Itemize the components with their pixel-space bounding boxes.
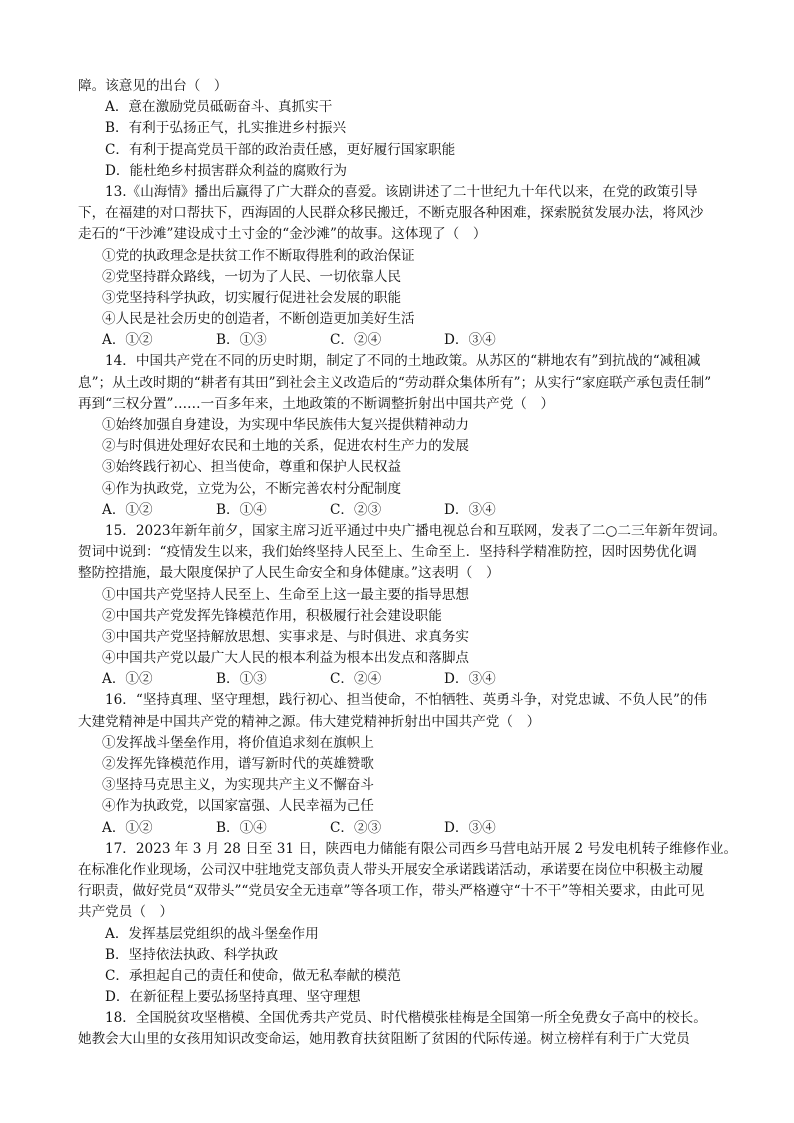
text-line: ②党坚持群众路线，一切为了人民、一切依靠人民 [102,268,402,285]
text-line: 障。该意见的出台（ ） [78,78,228,94]
answer-option: D．③④ [444,332,496,349]
text-line: 17．2023 年 3 月 28 日至 31 日，陕西电力储能有限公司西乡马营电站开展 2 号发电机转子维修作业。 [105,840,738,857]
text-line: D．在新征程上要弘扬坚持真理、坚守理想 [105,989,361,1006]
answer-option: D．③④ [444,501,496,518]
answer-options [78,818,718,839]
text-line: 她教会大山里的女孩用知识改变命运，她用教育扶贫阻断了贫困的代际传递。树立榜样有利于广大党员 [78,1031,690,1048]
text-line: ③坚持马克思主义，为实现共产主义不懈奋斗 [102,777,374,794]
answer-option: C．②④ [330,332,382,349]
answer-option: C．②③ [330,501,382,518]
question-text [78,76,738,1051]
text-line: B．坚持依法执政、科学执政 [105,946,279,963]
answer-option: B．①③ [216,671,267,688]
text-line: A．意在激励党员砥砺奋斗、真抓实干 [105,99,333,116]
text-line: ③始终践行初心、担当使命，尊重和保护人民权益 [102,459,402,476]
text-line: 整防控措施，最大限度保护了人民生命安全和身体健康。”这表明（ ） [78,565,500,582]
text-line: 18．全国脱贫攻坚楷模、全国优秀共产党员、时代楷模张桂梅是全国第一所全免费女子高中的校长。 [105,1010,707,1027]
answer-option: B．①④ [216,501,267,518]
answer-options [78,669,718,690]
text-line: ②中国共产党发挥先锋模范作用，积极履行社会建设职能 [102,607,442,624]
text-line: 15．2023年新年前夕，国家主席习近平通过中央广播电视总台和互联网，发表了二○二三年新年贺词。 [105,522,727,539]
text-line: C．有利于提高党员干部的政治责任感，更好履行国家职能 [105,141,456,158]
text-line: 息”；从土改时期的“耕者有其田”到社会主义改造后的“劳动群众集体所有”；从实行“家庭联产承包责任制” [78,374,712,391]
text-line: 13.《山海情》播出后赢得了广大群众的喜爱。该剧讲述了二十世纪九十年代以来，在党的政策引导 [105,183,698,200]
answer-option: C．②④ [330,671,382,688]
text-line: ③中国共产党坚持解放思想、实事求是、与时俱进、求真务实 [102,628,470,645]
answer-option: D．③④ [444,819,496,836]
answer-option: A．①② [102,332,153,349]
text-line: 共产党员（ ） [78,904,174,921]
answer-option: D．③④ [444,671,496,688]
text-line: ④中国共产党以最广大人民的根本利益为根本出发点和落脚点 [102,650,470,667]
text-line: ②发挥先锋模范作用，谱写新时代的英雄赞歌 [102,756,374,772]
answer-option: A．①② [102,671,153,688]
text-line: C．承担起自己的责任和使命，做无私奉献的模范 [105,967,401,984]
text-line: 16．“坚持真理、坚守理想，践行初心、担当使命，不怕牺牲、英勇斗争，对党忠诚、不负人民”的伟 [105,692,708,709]
text-line: D．能杜绝乡村损害群众利益的腐败行为 [105,162,347,179]
text-line: ②与时俱进处理好农民和土地的关系，促进农村生产力的发展 [102,438,470,455]
answer-options [78,500,718,521]
text-line: ③党坚持科学执政，切实履行促进社会发展的职能 [102,289,402,306]
text-line: 下，在福建的对口帮扶下，西海固的人民群众移民搬迁，不断克服各种困难，探索脱贫发展办法，将风沙 [78,205,704,222]
text-line: ④人民是社会历史的创造者，不断创造更加美好生活 [102,311,415,328]
text-line: A．发挥基层党组织的战斗堡垒作用 [105,925,319,942]
text-line: 在标准化作业现场，公司汉中驻地党支部负责人带头开展安全承诺践诺活动，承诺要在岗位中积极主动履 [78,861,704,878]
answer-option: C．②③ [330,819,382,836]
text-line: ①始终加强自身建设，为实现中华民族伟大复兴提供精神动力 [102,417,470,433]
text-line: ①中国共产党坚持人民至上、生命至上这一最主要的指导思想 [102,586,470,603]
text-line: ①党的执政理念是扶贫工作不断取得胜利的政治保证 [102,247,415,264]
text-line: ①发挥战斗堡垒作用，将价值追求刻在旗帜上 [102,734,374,751]
text-line: ④作为执政党，以国家富强、人民幸福为己任 [102,798,374,815]
answer-option: B．①③ [216,332,267,349]
text-line: 14．中国共产党在不同的历史时期，制定了不同的土地政策。从苏区的“耕地农有”到抗战的“减租减 [105,353,701,370]
text-line: 行职责，做好党员“双带头”“党员安全无违章”等各项工作，带头严格遵守“十不干”等相关要求，由此可见 [78,883,705,900]
answer-option: A．①② [102,501,153,518]
text-line: 再到“三权分置”……一百多年来，土地政策的不断调整折射出中国共产党（ ） [78,395,555,412]
answer-option: A．①② [102,819,153,836]
text-line: 大建党精神是中国共产党的精神之源。伟大建党精神折射出中国共产党（ ） [78,713,541,730]
answer-options [78,330,718,351]
text-line: 贺词中说到：“疫情发生以来，我们始终坚持人民至上、生命至上．坚持科学精准防控，因时因势优化调 [78,544,697,561]
text-line: B．有利于弘扬正气，扎实推进乡村振兴 [105,120,347,137]
answer-option: B．①④ [216,819,267,836]
text-line: 走石的“干沙滩”建设成寸土寸金的“金沙滩”的故事。这体现了（ ） [78,226,487,243]
text-line: ④作为执政党，立党为公，不断完善农村分配制度 [102,480,402,497]
